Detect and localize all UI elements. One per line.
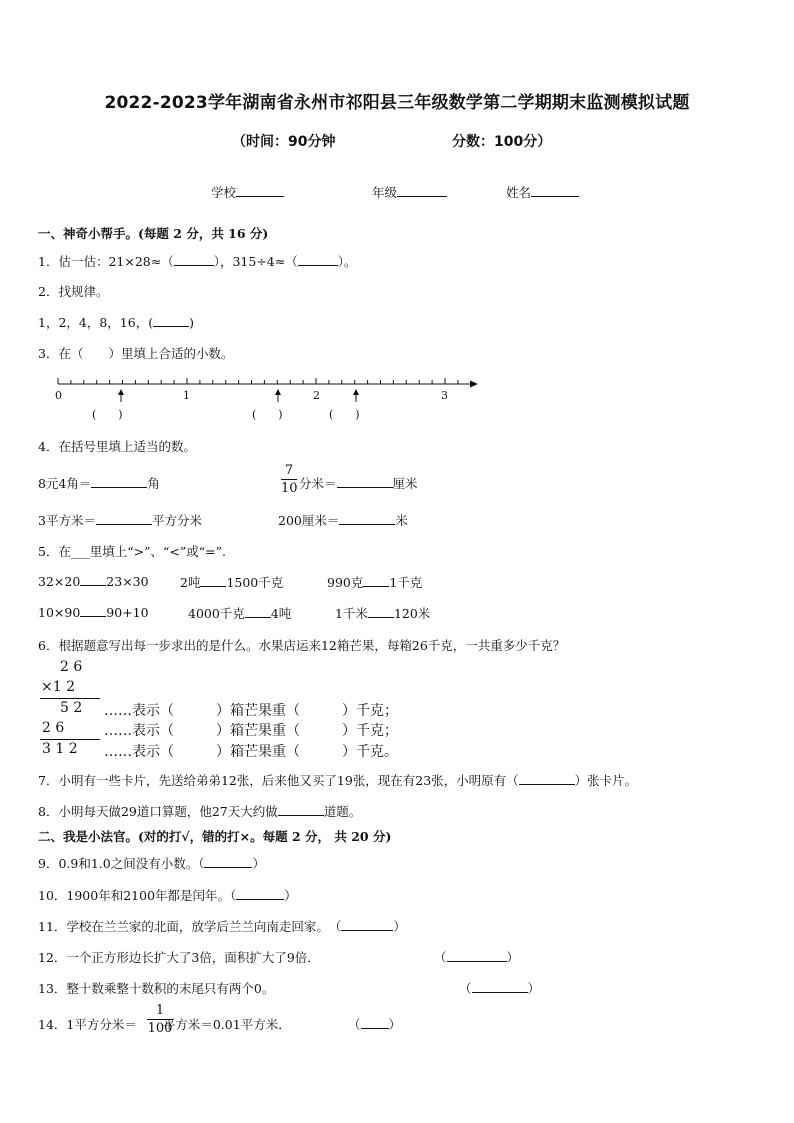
school-label: 学校: [211, 185, 237, 200]
number-line-arrowhead: [470, 381, 478, 388]
q5-r2-c3: 1千米 120米: [335, 606, 431, 621]
question-14: 14．1平方分米＝ 平方米＝0.01平方米．: [38, 1017, 291, 1032]
grade-field: [372, 183, 447, 201]
q12-answer: （ ）: [434, 950, 520, 965]
q5-r2-c2: 4000千克 4吨: [188, 606, 292, 621]
calc-row-4: 2 6: [42, 720, 65, 736]
arrow-marker-2: [275, 389, 281, 402]
q13-blank[interactable]: [472, 980, 528, 993]
school-field: [211, 183, 284, 201]
q9-blank[interactable]: [204, 855, 252, 868]
q13-answer: （ ）: [459, 981, 541, 996]
section2-heading: 二、我是小法官。(对的打√，错的打×。每题 2 分， 共 20 分): [38, 829, 392, 844]
fraction-numerator: 1: [155, 1003, 165, 1018]
question-8: 8．小明每天做29道口算题，他27天大约做 道题。: [38, 804, 362, 819]
calc-divider-1: [40, 698, 100, 699]
tick-label-2: 2: [313, 389, 320, 402]
tick-label-1: 1: [183, 389, 190, 402]
calc-row-2: ×1 2: [41, 679, 75, 695]
q1-blank-b[interactable]: [298, 253, 338, 266]
q4-item-b: 分米＝ 厘米: [299, 476, 418, 491]
question-2-sequence: 1，2，4，8，16，( ): [38, 315, 194, 330]
page-title: 2022-2023学年湖南省永州市祁阳县三年级数学第二学期期末监测模拟试题: [104, 93, 690, 113]
q4-fraction: [281, 463, 297, 496]
exam-time: （时间：90分钟: [232, 134, 336, 150]
q11-blank[interactable]: [341, 918, 393, 931]
q5-blank[interactable]: [80, 573, 106, 586]
name-label: 姓名: [506, 185, 532, 200]
q4d-blank[interactable]: [339, 512, 395, 525]
q4-item-a: 8元4角＝ 角: [38, 476, 160, 491]
tick-label-3: 3: [441, 389, 448, 402]
question-5: 5．在___里填上“>”、“<”或“=”.: [38, 544, 226, 559]
question-3: 3．在（ ）里填上合适的小数。: [38, 346, 234, 361]
q10-blank[interactable]: [236, 887, 284, 900]
tick-label-0: 0: [55, 389, 62, 402]
school-blank[interactable]: [236, 184, 284, 197]
q5-blank[interactable]: [368, 605, 394, 618]
question-2: 2．找规律。: [38, 284, 109, 299]
question-12: 12．一个正方形边长扩大了3倍，面积扩大了9倍．: [38, 950, 320, 965]
number-line-ticks: [58, 378, 458, 384]
calc-row-5: 3 1 2: [42, 741, 78, 757]
calc-divider-2: [40, 739, 100, 740]
q14-fraction: [147, 1003, 173, 1036]
name-blank[interactable]: [531, 184, 579, 197]
exam-score: 分数：100分）: [452, 134, 552, 150]
q4b-blank[interactable]: [337, 475, 393, 488]
q6-desc-3: ……表示（ ）箱芒果重（ ）千克。: [104, 744, 398, 760]
q14-answer: （ ）: [348, 1017, 402, 1032]
q6-desc-1: ……表示（ ）箱芒果重（ ）千克；: [104, 703, 398, 719]
q5-blank[interactable]: [363, 574, 389, 587]
q5-blank[interactable]: [80, 604, 106, 617]
q8-blank[interactable]: [278, 803, 324, 816]
q4-item-d: 200厘米＝ 米: [278, 513, 408, 528]
answer-paren-1: ( ): [92, 408, 123, 421]
question-11: 11．学校在兰兰家的北面，放学后兰兰向南走回家。 （ ）: [38, 919, 406, 934]
q5-blank[interactable]: [245, 605, 271, 618]
name-field: [506, 183, 579, 201]
q5-r1-c3: 990克 1千克: [327, 575, 423, 590]
q5-r1-c1: 32×20 23×30: [38, 574, 149, 589]
question-13: 13．整十数乘整十数积的末尾只有两个0。: [38, 981, 275, 996]
question-4: 4．在括号里填上适当的数。: [38, 439, 196, 454]
section1-heading: 一、神奇小帮手。(每题 2 分，共 16 分): [38, 226, 269, 241]
fraction-denominator: 10: [281, 481, 298, 496]
fraction-numerator: 7: [284, 463, 294, 478]
q7-blank[interactable]: [519, 772, 575, 785]
q1-blank-a[interactable]: [174, 253, 214, 266]
q14-blank[interactable]: [361, 1016, 389, 1029]
q6-desc-2: ……表示（ ）箱芒果重（ ）千克；: [104, 723, 398, 739]
question-9: 9．0.9和1.0之间没有小数。（ ）: [38, 856, 265, 871]
grade-blank[interactable]: [397, 184, 447, 197]
q5-blank[interactable]: [200, 574, 226, 587]
arrow-marker-1: [118, 389, 124, 402]
question-10: 10．1900年和2100年都是闰年。（ ）: [38, 888, 297, 903]
number-line: [0, 372, 794, 428]
q4c-blank[interactable]: [96, 512, 152, 525]
arrow-marker-3: [353, 389, 359, 402]
question-6: 6．根据题意写出每一步求出的是什么。水果店运来12箱芒果，每箱26千克，一共重多少千克？: [38, 638, 566, 653]
q4a-blank[interactable]: [91, 475, 147, 488]
answer-paren-2: ( ): [252, 408, 283, 421]
q2-blank[interactable]: [153, 314, 189, 327]
question-1: 1．估一估：21×28≈（ ），315÷4≈（ ）。: [38, 254, 357, 269]
grade-label: 年级: [372, 185, 398, 200]
q5-r1-c2: 2吨 1500千克: [180, 575, 284, 590]
q4-item-c: 3平方米＝ 平方分米: [38, 513, 202, 528]
calc-row-3: 5 2: [60, 700, 83, 716]
fraction-denominator: 100: [147, 1021, 173, 1036]
q12-blank[interactable]: [447, 949, 507, 962]
q5-r2-c1: 10×90 90+10: [38, 605, 149, 620]
answer-paren-3: ( ): [329, 408, 360, 421]
question-7: 7．小明有一些卡片，先送给弟弟12张，后来他又买了19张，现在有23张，小明原有（ ）张卡片。: [38, 773, 638, 788]
calc-row-1: 2 6: [60, 659, 83, 675]
